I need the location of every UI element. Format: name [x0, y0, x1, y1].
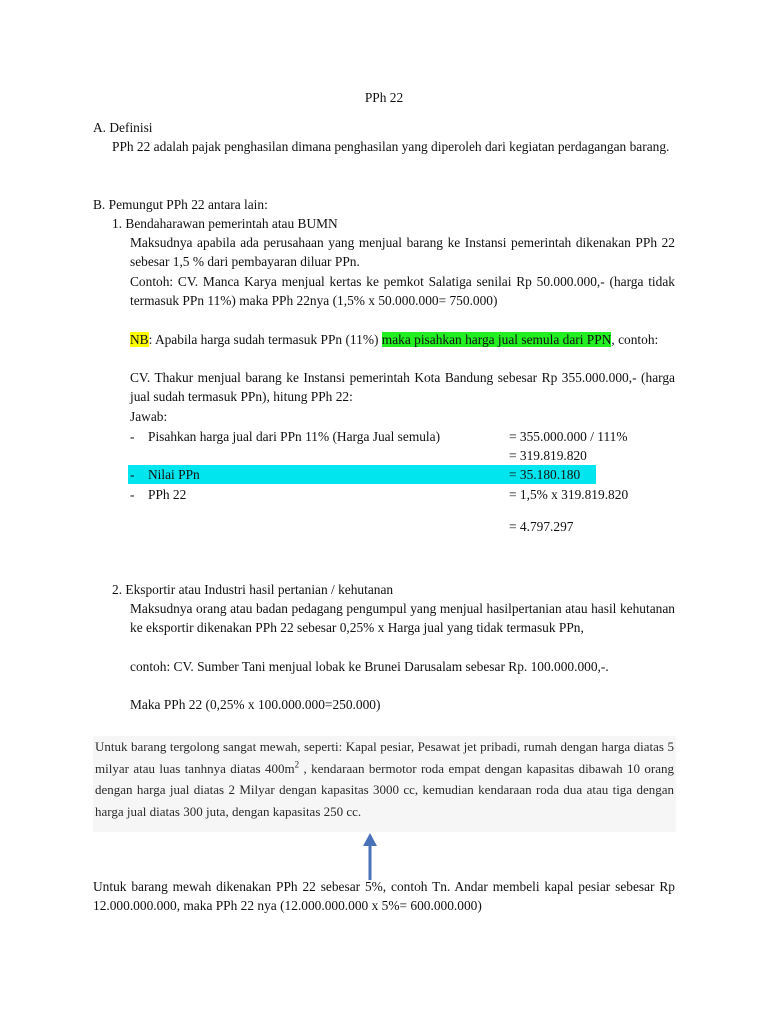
calc-bullet: -	[130, 467, 135, 482]
section-b-heading: B. Pemungut PPh 22 antara lain:	[93, 197, 268, 212]
item2-text-2: contoh: CV. Sumber Tani menjual lobak ke Brunei Darusalam sebesar Rp. 100.000.000,-.	[130, 659, 609, 674]
item1-example: CV. Thakur menjual barang ke Instansi pemerintah Kota Bandung sebesar Rp 355.000.000,- (harga jual sudah termasuk PPn), hitung PPh 22:	[130, 370, 675, 405]
item1-text-2: Contoh: CV. Manca Karya menjual kertas ke pemkot Salatiga senilai Rp 50.000.000,- (harga tidak termasuk PPn 11%) maka PPh 22nya (1,5% x 50.000.000= 750.000)	[130, 274, 675, 309]
section-a-heading: A. Definisi	[93, 120, 153, 135]
nb-highlight: maka pisahkan harga jual semula dari PPN	[381, 332, 612, 347]
luxury-goods-excerpt	[93, 736, 676, 832]
excerpt-text-b: , kendaraan bermotor roda empat dengan kapasitas dibawah 10 orang dengan harga jual diatas 2 Milyar dengan kapasitas 3000 cc, kemudian kendaraan roda dua atau tiga dengan harga jual diatas 300 juta, dengan kapasitas 250 cc.	[95, 760, 674, 819]
item2-heading: 2. Eksportir atau Industri hasil pertanian / kehutanan	[112, 582, 394, 597]
nb-label: NB	[130, 332, 149, 347]
calc-bullet: -	[130, 487, 135, 502]
item2-text-1: Maksudnya orang atau badan pedagang pengumpul yang menjual hasilpertanian atau hasil kehutanan ke eksportir dikenakan PPh 22 sebesar 0,25% x Harga jual yang tidak termasuk PPn,	[130, 601, 675, 636]
nb-text-b: , contoh:	[611, 332, 659, 347]
excerpt-sup: 2	[294, 759, 300, 770]
nb-text-a: : Apabila harga sudah termasuk PPn (11%)	[148, 332, 382, 347]
luxury-example: Untuk barang mewah dikenakan PPh 22 sebesar 5%, contoh Tn. Andar membeli kapal pesiar sebesar Rp 12.000.000.000, maka PPh 22 nya (12.000.000.000 x 5%= 600.000.000)	[93, 879, 675, 914]
calc-label: Pisahkan harga jual dari PPn 11% (Harga Jual semula)	[148, 429, 441, 444]
calc-label: Nilai PPn	[148, 467, 200, 482]
calc-bullet: -	[130, 429, 135, 444]
calc-label: PPh 22	[148, 487, 187, 502]
arrow-up-icon	[355, 832, 385, 882]
item1-heading: 1. Bendaharawan pemerintah atau BUMN	[112, 216, 338, 231]
calc-value: = 35.180.180	[509, 467, 581, 482]
nb-note	[130, 330, 675, 349]
item2-text-3: Maka PPh 22 (0,25% x 100.000.000=250.000)	[130, 697, 381, 712]
calc-value: = 4.797.297	[509, 519, 574, 534]
calc-value: = 355.000.000 / 111%	[509, 429, 628, 444]
excerpt-text-a: Untuk barang tergolong sangat mewah, seperti: Kapal pesiar, Pesawat jet pribadi, rumah dengan harga diatas 5 milyar atau luas tanhnya diatas 400m	[95, 739, 674, 776]
calc-value: = 1,5% x 319.819.820	[509, 487, 629, 502]
calc-value: = 319.819.820	[509, 448, 587, 463]
item1-text-1: Maksudnya apabila ada perusahaan yang menjual barang ke Instansi pemerintah dikenakan PPh 22 sebesar 1,5 % dari pembayaran diluar PPn.	[130, 235, 675, 270]
jawab-label: Jawab:	[130, 409, 168, 424]
section-a-text: PPh 22 adalah pajak penghasilan dimana penghasilan yang diperoleh dari kegiatan perdagangan barang.	[112, 139, 670, 154]
document-title: PPh 22	[364, 90, 404, 105]
